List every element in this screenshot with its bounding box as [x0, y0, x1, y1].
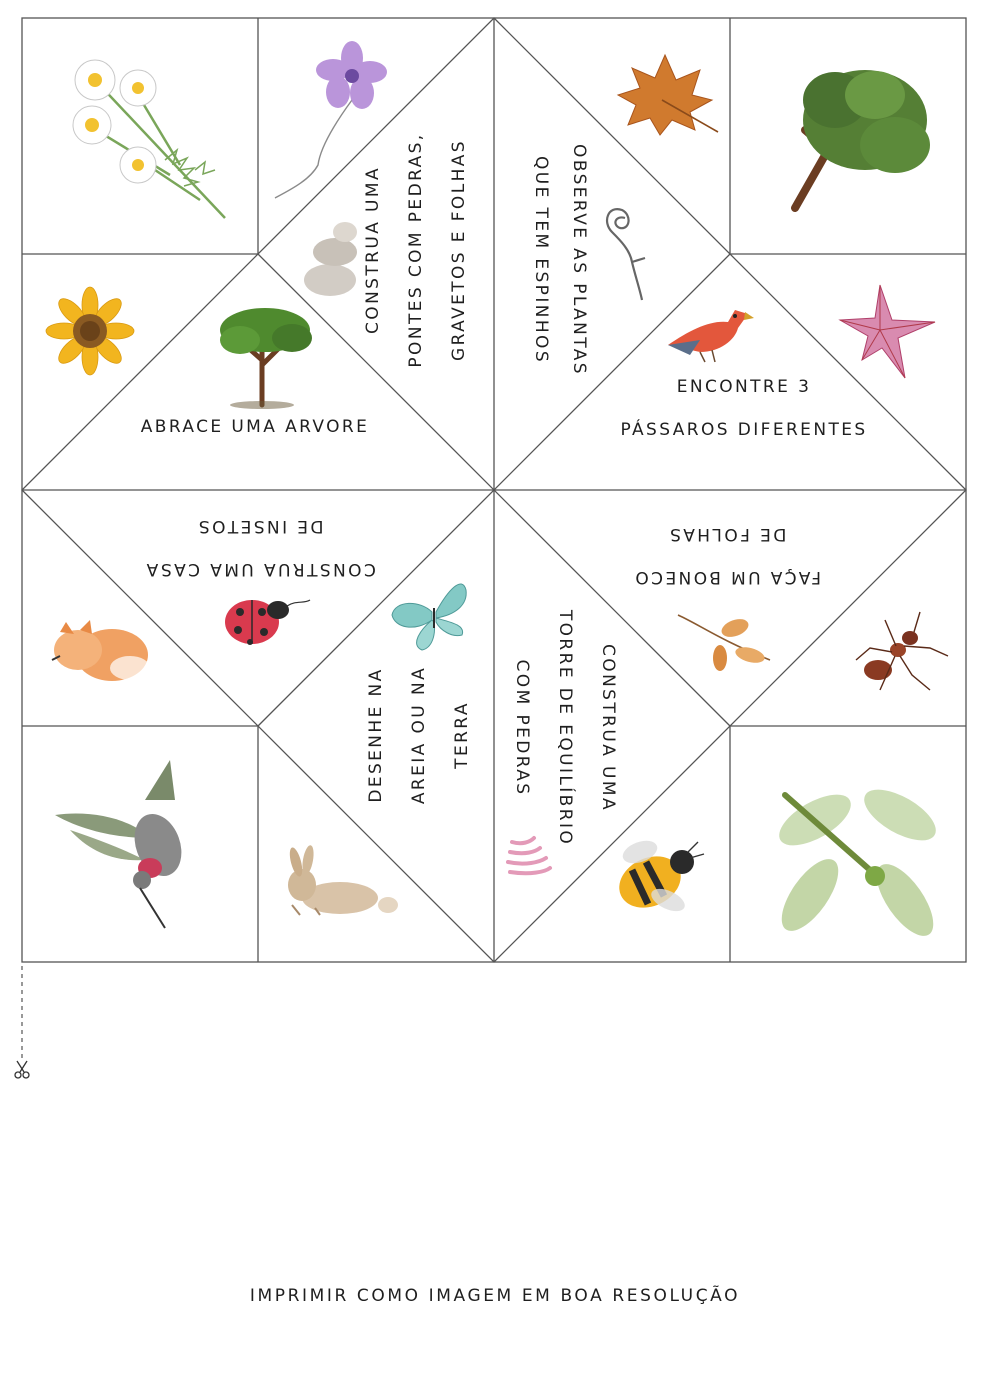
red-bird-icon	[668, 310, 754, 362]
prompt-line: ABRACE UMA ARVORE	[140, 417, 370, 437]
tree-icon	[795, 70, 930, 208]
hummingbird-icon	[55, 760, 190, 928]
prompt-line: DESENHE NA	[366, 667, 386, 803]
prompt-line: COM PEDRAS	[512, 659, 532, 797]
prompt-line: PÁSSAROS DIFERENTES	[620, 420, 868, 440]
prompt-torre-equilibrio	[512, 609, 618, 846]
prompt-desenhe-areia	[366, 666, 472, 804]
butterfly-icon	[392, 584, 466, 650]
prompt-line: CONSTRUA UMA	[598, 644, 618, 812]
prompt-line: DE FOLHAS	[667, 524, 787, 544]
maple-leaf-icon	[618, 55, 718, 135]
prompt-boneco-folhas	[633, 524, 821, 587]
prompt-casa-insetos	[144, 516, 376, 579]
small-tree-icon	[220, 308, 312, 409]
fox-icon	[52, 620, 150, 681]
spiral-twig-icon	[607, 209, 645, 300]
prompt-line: DE INSETOS	[196, 516, 324, 536]
bee-icon	[611, 836, 704, 917]
prompt-line: CONSTRUA UMA	[363, 166, 383, 334]
prompt-line: CONSTRUA UMA CASA	[144, 559, 376, 579]
scissors-icon	[15, 1061, 29, 1078]
sunflower-icon	[46, 287, 134, 375]
prompt-line: PONTES COM PEDRAS,	[406, 132, 426, 368]
prompt-encontre-passaros	[620, 377, 867, 440]
rabbit-icon	[287, 844, 398, 915]
leaves-twig-icon	[678, 615, 770, 671]
prompt-line: ENCONTRE 3	[676, 377, 812, 397]
prompt-abrace-arvore	[141, 417, 369, 437]
stones-icon	[304, 222, 357, 296]
ladybug-icon	[225, 600, 310, 645]
prompt-line: AREIA OU NA	[409, 665, 429, 805]
pink-stones-icon	[508, 838, 550, 873]
ant-icon	[856, 612, 948, 690]
prompt-line: TORRE DE EQUILÍBRIO	[555, 609, 575, 847]
pink-leaf-icon	[840, 285, 935, 378]
prompt-line: OBSERVE AS PLANTAS	[569, 144, 589, 376]
prompt-construa-ponte	[363, 132, 469, 367]
prompt-line: TERRA	[452, 701, 472, 769]
prompt-line: QUE TEM ESPINHOS	[531, 155, 551, 365]
dragonfly-icon	[771, 779, 944, 944]
prompt-line: FAÇA UM BONECO	[632, 567, 822, 587]
prompt-line: GRAVETOS E FOLHAS	[449, 139, 469, 361]
print-instruction: IMPRIMIR COMO IMAGEM EM BOA RESOLUÇÃO	[249, 1286, 741, 1306]
prompt-observe-plantas	[531, 144, 589, 376]
daisy-icon	[73, 60, 225, 218]
